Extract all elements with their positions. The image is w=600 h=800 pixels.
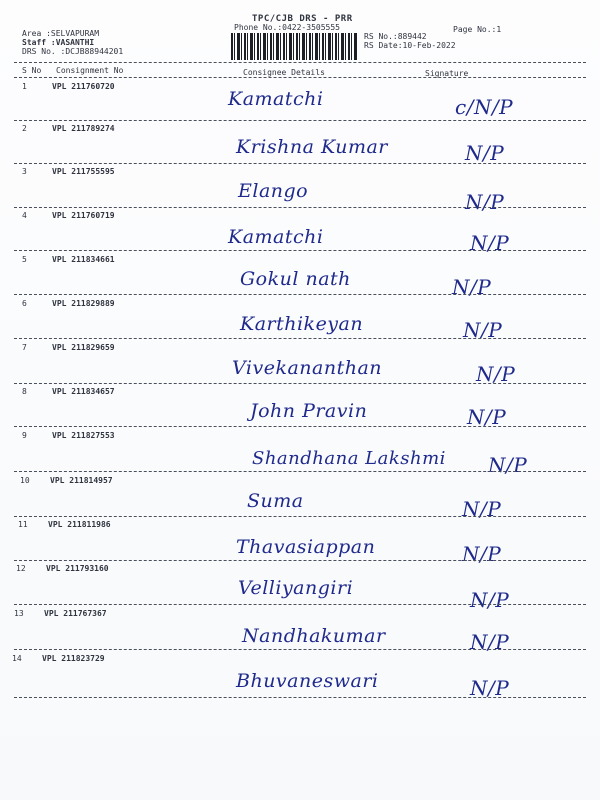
row-consignment: VPL 211755595 [52, 167, 115, 176]
row-signature: N/P [476, 362, 516, 386]
col-consignee: Consignee Details [243, 68, 325, 77]
row-sno: 3 [22, 167, 27, 176]
row-signature: N/P [467, 405, 507, 429]
row-sno: 7 [22, 343, 27, 352]
row-signature: N/P [452, 275, 492, 299]
divider [14, 604, 586, 605]
sheet-title: TPC/CJB DRS - PRR [252, 14, 353, 24]
row-sno: 1 [22, 82, 27, 91]
row-consignment: VPL 211789274 [52, 124, 115, 133]
row-sno: 13 [14, 609, 24, 618]
col-signature: Signature [425, 69, 469, 78]
row-signature: N/P [462, 497, 502, 521]
row-sno: 5 [22, 255, 27, 264]
divider [14, 697, 586, 698]
row-signature: N/P [470, 676, 510, 700]
row-sno: 10 [20, 476, 30, 485]
row-signature: N/P [470, 630, 510, 654]
row-consignee-name: Kamatchi [228, 88, 324, 110]
divider [14, 207, 586, 208]
divider [14, 120, 586, 121]
divider [14, 338, 586, 339]
row-consignment: VPL 211767367 [44, 609, 107, 618]
row-sno: 2 [22, 124, 27, 133]
row-sno: 11 [18, 520, 28, 529]
row-sno: 9 [22, 431, 27, 440]
row-consignee-name: Gokul nath [240, 268, 351, 290]
row-signature: c/N/P [455, 95, 514, 119]
rs-number: RS No.:889442 [364, 32, 427, 41]
page-number: Page No.:1 [453, 25, 502, 34]
row-consignment: VPL 211760719 [52, 211, 115, 220]
row-signature: N/P [488, 453, 528, 477]
divider [14, 383, 586, 384]
divider [14, 294, 586, 295]
row-consignment: VPL 211829659 [52, 343, 115, 352]
divider [14, 250, 586, 251]
row-consignment: VPL 211834657 [52, 387, 115, 396]
row-signature: N/P [465, 141, 505, 165]
row-consignee-name: John Pravin [250, 400, 368, 422]
row-consignee-name: Bhuvaneswari [236, 670, 379, 692]
row-sno: 4 [22, 211, 27, 220]
row-sno: 12 [16, 564, 26, 573]
row-consignee-name: Vivekananthan [232, 357, 383, 379]
barcode [231, 33, 357, 60]
row-consignee-name: Krishna Kumar [236, 136, 388, 158]
row-sno: 6 [22, 299, 27, 308]
divider [14, 163, 586, 164]
row-consignee-name: Nandhakumar [242, 625, 386, 647]
row-consignee-name: Shandhana Lakshmi [252, 448, 446, 469]
col-consignment: Consignment No [56, 66, 124, 75]
divider [14, 560, 586, 561]
divider [14, 426, 586, 427]
row-consignee-name: Suma [247, 490, 304, 512]
row-consignment: VPL 211827553 [52, 431, 115, 440]
row-consignee-name: Velliyangiri [238, 577, 354, 599]
rs-date: RS Date:10-Feb-2022 [364, 41, 456, 50]
divider [14, 471, 586, 472]
staff-label: Staff :VASANTHI [22, 38, 95, 47]
row-consignment: VPL 211829889 [52, 299, 115, 308]
row-consignee-name: Kamatchi [228, 226, 324, 248]
divider [14, 516, 586, 517]
row-consignment: VPL 211811986 [48, 520, 111, 529]
divider [14, 62, 586, 63]
row-signature: N/P [470, 231, 510, 255]
col-sno: S No [22, 66, 42, 75]
row-consignee-name: Elango [238, 180, 309, 202]
drs-number: DRS No. :DCJB88944201 [22, 47, 124, 56]
row-consignment: VPL 211793160 [46, 564, 109, 573]
row-signature: N/P [470, 588, 510, 612]
row-sno: 14 [12, 654, 22, 663]
row-consignee-name: Thavasiappan [236, 536, 376, 558]
area-label: Area :SELVAPURAM [22, 29, 100, 38]
row-consignment: VPL 211834661 [52, 255, 115, 264]
row-consignment: VPL 211823729 [42, 654, 105, 663]
divider [14, 649, 586, 650]
row-sno: 8 [22, 387, 27, 396]
row-signature: N/P [465, 190, 505, 214]
row-consignment: VPL 211814957 [50, 476, 113, 485]
row-consignment: VPL 211760720 [52, 82, 115, 91]
row-signature: N/P [462, 542, 502, 566]
divider [14, 77, 586, 78]
phone-number: Phone No.:0422-3505555 [234, 23, 340, 32]
row-consignee-name: Karthikeyan [240, 313, 364, 335]
row-signature: N/P [463, 318, 503, 342]
